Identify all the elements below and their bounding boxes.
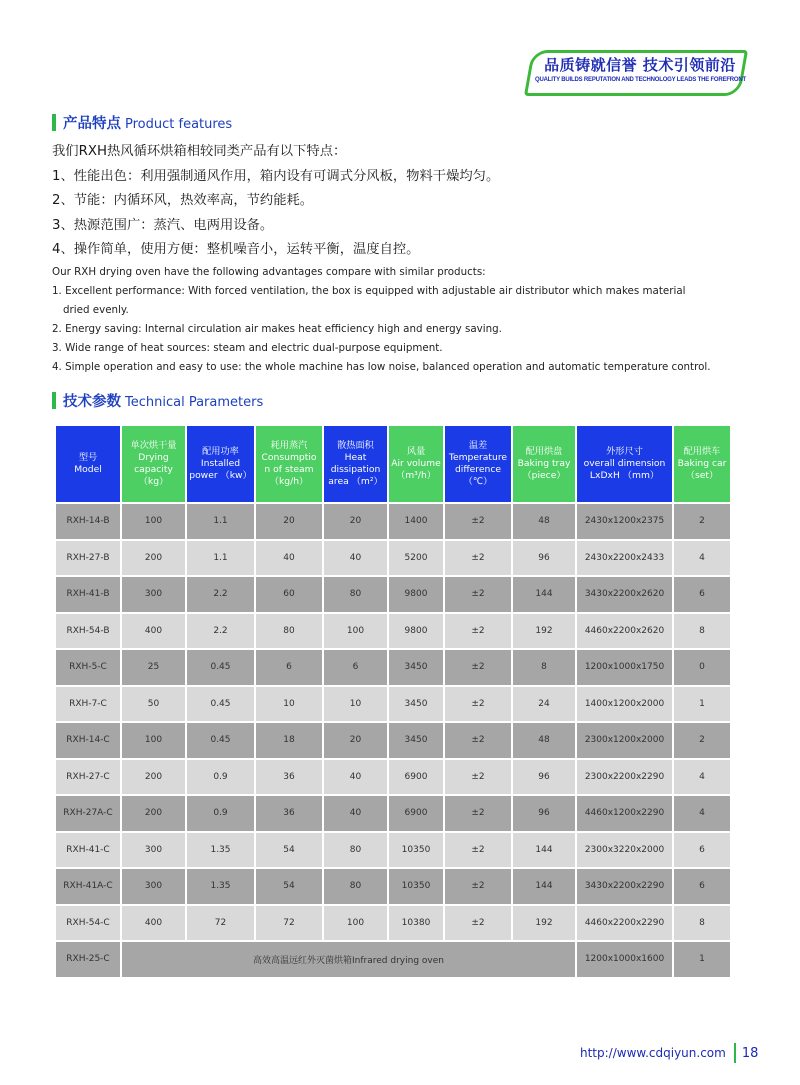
- table-cell: 80: [323, 868, 388, 905]
- table-cell: 2300x1200x2000: [576, 722, 673, 759]
- table-cell: 5200: [388, 540, 444, 577]
- table-cell: 20: [255, 503, 323, 540]
- table-cell: 4: [673, 759, 731, 796]
- column-header-en: capacity: [134, 464, 173, 475]
- table-cell: 3450: [388, 686, 444, 723]
- features-cn-item: 1、性能出色：利用强制通风作用，箱内设有可调式分风板，物料干燥均匀。: [52, 168, 500, 184]
- column-header: [55, 425, 121, 503]
- table-cell: 1400: [388, 503, 444, 540]
- column-header-cn: 配用烘盘: [525, 446, 563, 457]
- table-row: [55, 759, 731, 796]
- table-cell: 50: [121, 686, 186, 723]
- table-cell: 72: [255, 905, 323, 942]
- table-row: [55, 905, 731, 942]
- model-cell: RXH-27A-C: [55, 795, 121, 832]
- table-row: [55, 576, 731, 613]
- table-cell: 24: [512, 686, 576, 723]
- table-cell: 40: [255, 540, 323, 577]
- features-en-list: [52, 263, 752, 377]
- table-cell: 96: [512, 759, 576, 796]
- table-cell: 96: [512, 540, 576, 577]
- technical-title-en: Technical Parameters: [125, 394, 264, 410]
- table-cell: 100: [323, 905, 388, 942]
- table-cell: 300: [121, 576, 186, 613]
- table-cell: 2: [673, 503, 731, 540]
- description-cell: 高效高温远红外灭菌烘箱Infrared drying oven: [121, 941, 576, 978]
- slogan-banner: [535, 52, 745, 92]
- table-cell: 6: [673, 868, 731, 905]
- table-row: [55, 832, 731, 869]
- website-link[interactable]: http://www.cdqiyun.com: [580, 1046, 726, 1060]
- table-row: [55, 868, 731, 905]
- table-cell: ±2: [444, 649, 512, 686]
- table-cell: 2: [673, 722, 731, 759]
- table-cell: 200: [121, 759, 186, 796]
- table-cell: 4460x2200x2620: [576, 613, 673, 650]
- table-cell: 0.45: [186, 722, 255, 759]
- column-header-cn: 散热面积: [337, 440, 374, 451]
- column-header-en: Consumptio: [261, 452, 317, 463]
- table-cell: 1.1: [186, 503, 255, 540]
- table-cell: ±2: [444, 832, 512, 869]
- column-header-cn: 单次烘干量: [130, 440, 177, 451]
- table-cell: 3430x2200x2290: [576, 868, 673, 905]
- table-cell: 6: [673, 832, 731, 869]
- column-header-en: n of steam: [264, 464, 314, 475]
- column-header: [255, 425, 323, 503]
- page-footer: [580, 1043, 758, 1063]
- features-title-en: Product features: [125, 116, 233, 132]
- table-cell: ±2: [444, 759, 512, 796]
- column-header-en: （m³/h）: [396, 470, 436, 481]
- column-header-en: overall dimension: [583, 458, 666, 469]
- table-cell: ±2: [444, 613, 512, 650]
- table-cell: 10350: [388, 832, 444, 869]
- technical-heading: [52, 390, 263, 410]
- slogan-cn: 品质铸就信誉 技术引领前沿: [544, 56, 736, 74]
- heading-accent-bar: [52, 114, 56, 131]
- table-cell: ±2: [444, 686, 512, 723]
- column-header-cn: 耗用蒸汽: [270, 440, 308, 451]
- column-header-cn: 型号: [78, 452, 98, 463]
- table-cell: 0.45: [186, 649, 255, 686]
- model-cell: RXH-5-C: [55, 649, 121, 686]
- column-header-cn: 配用功率: [202, 446, 239, 457]
- column-header-en: Installed: [200, 458, 241, 469]
- table-cell: 40: [323, 759, 388, 796]
- table-cell: 200: [121, 540, 186, 577]
- table-cell: 80: [323, 832, 388, 869]
- column-header: [444, 425, 512, 503]
- column-header-en: Baking tray: [517, 458, 571, 469]
- table-cell: 2300x3220x2000: [576, 832, 673, 869]
- table-cell: 20: [323, 722, 388, 759]
- column-header-cn: 外形尺寸: [606, 446, 643, 457]
- table-cell: 10350: [388, 868, 444, 905]
- table-cell: 300: [121, 832, 186, 869]
- table-cell: 2430x1200x2375: [576, 503, 673, 540]
- column-header-en: dissipation: [330, 464, 381, 475]
- table-cell: 1200x1000x1600: [576, 941, 673, 978]
- table-cell: 60: [255, 576, 323, 613]
- table-cell: 80: [255, 613, 323, 650]
- model-cell: RXH-41-C: [55, 832, 121, 869]
- table-cell: 6: [323, 649, 388, 686]
- table-cell: ±2: [444, 795, 512, 832]
- table-cell: 2.2: [186, 613, 255, 650]
- table-cell: 9800: [388, 576, 444, 613]
- features-cn-item: 2、节能：内循环风，热效率高，节约能耗。: [52, 193, 314, 208]
- table-row: [55, 722, 731, 759]
- table-cell: 300: [121, 868, 186, 905]
- features-cn-list: [52, 140, 499, 263]
- table-cell: 2300x2200x2290: [576, 759, 673, 796]
- table-cell: 0.9: [186, 759, 255, 796]
- features-cn-item: 4、操作简单，使用方便：整机噪音小，运转平衡，温度自控。: [52, 242, 420, 257]
- table-cell: 3450: [388, 649, 444, 686]
- features-en-item: 3. Wide range of heat sources: steam and electric dual-purpose equipment.: [52, 342, 443, 354]
- column-header-en: area （m²）: [328, 476, 383, 487]
- table-row: [55, 613, 731, 650]
- page-number: 18: [741, 1045, 759, 1061]
- table-cell: 0.9: [186, 795, 255, 832]
- table-cell: 100: [121, 722, 186, 759]
- table-cell: 1400x1200x2000: [576, 686, 673, 723]
- footer-divider: [734, 1043, 736, 1063]
- table-cell: 100: [323, 613, 388, 650]
- table-row: [55, 686, 731, 723]
- table-cell: 400: [121, 613, 186, 650]
- table-cell: ±2: [444, 868, 512, 905]
- table-cell: 4: [673, 795, 731, 832]
- column-header-en: difference: [454, 464, 502, 475]
- column-header: [186, 425, 255, 503]
- model-cell: RXH-14-B: [55, 503, 121, 540]
- table-row: [55, 540, 731, 577]
- table-cell: 10380: [388, 905, 444, 942]
- table-cell: 20: [323, 503, 388, 540]
- column-header: [512, 425, 576, 503]
- column-header: [576, 425, 673, 503]
- model-cell: RXH-14-C: [55, 722, 121, 759]
- table-cell: 48: [512, 722, 576, 759]
- table-row: [55, 503, 731, 540]
- column-header-en: （piece）: [522, 470, 566, 481]
- table-cell: 144: [512, 868, 576, 905]
- table-cell: 1: [673, 941, 731, 978]
- table-cell: 144: [512, 576, 576, 613]
- column-header-en: （℃）: [463, 476, 493, 487]
- features-cn-item: 3、热源范围广：蒸汽、电两用设备。: [52, 217, 274, 233]
- technical-parameters-table: [54, 424, 732, 979]
- table-cell: 9800: [388, 613, 444, 650]
- table-cell: 2.2: [186, 576, 255, 613]
- model-cell: RXH-7-C: [55, 686, 121, 723]
- table-cell: 10: [255, 686, 323, 723]
- column-header: [121, 425, 186, 503]
- column-header-cn: 温差: [468, 440, 488, 451]
- table-header-row: [55, 425, 731, 503]
- table-cell: 54: [255, 868, 323, 905]
- table-cell: 40: [323, 540, 388, 577]
- table-cell: 144: [512, 832, 576, 869]
- features-heading: [52, 112, 232, 132]
- table-cell: 72: [186, 905, 255, 942]
- table-cell: 96: [512, 795, 576, 832]
- table-cell: 3430x2200x2620: [576, 576, 673, 613]
- table-row-infrared-oven: [55, 941, 731, 978]
- table-cell: 6900: [388, 795, 444, 832]
- table-cell: 4: [673, 540, 731, 577]
- column-header-en: LxDxH （mm）: [589, 470, 660, 481]
- features-en-item: 1. Excellent performance: With forced ventilation, the box is equipped with adjustable air distributor which makes material: [52, 285, 686, 297]
- column-header-en: Baking car: [677, 458, 727, 469]
- table-cell: 6: [673, 576, 731, 613]
- model-cell: RXH-27-B: [55, 540, 121, 577]
- column-header-en: （kg/h）: [269, 476, 309, 487]
- table-cell: 4460x1200x2290: [576, 795, 673, 832]
- table-cell: ±2: [444, 905, 512, 942]
- table-cell: ±2: [444, 722, 512, 759]
- table-cell: 80: [323, 576, 388, 613]
- table-cell: 1: [673, 686, 731, 723]
- table-cell: 40: [323, 795, 388, 832]
- table-cell: 100: [121, 503, 186, 540]
- model-cell: RXH-54-B: [55, 613, 121, 650]
- model-cell: RXH-41-B: [55, 576, 121, 613]
- table-cell: 1200x1000x1750: [576, 649, 673, 686]
- column-header: [323, 425, 388, 503]
- table-cell: 192: [512, 613, 576, 650]
- table-cell: 6: [255, 649, 323, 686]
- table-cell: ±2: [444, 540, 512, 577]
- column-header-en: Temperature: [448, 452, 508, 463]
- table-cell: 8: [673, 905, 731, 942]
- column-header-en: Air volume: [391, 458, 441, 469]
- table-cell: 36: [255, 759, 323, 796]
- features-title-cn: 产品特点: [63, 115, 121, 132]
- table-cell: 1.35: [186, 868, 255, 905]
- table-cell: 48: [512, 503, 576, 540]
- features-en-item: 4. Simple operation and easy to use: the whole machine has low noise, balanced operation and automatic temperature control.: [52, 361, 711, 373]
- column-header-en: Heat: [344, 452, 367, 463]
- model-cell: RXH-27-C: [55, 759, 121, 796]
- column-header-en: power （kw）: [189, 470, 252, 481]
- table-cell: 2430x2200x2433: [576, 540, 673, 577]
- column-header-cn: 风量: [406, 446, 426, 457]
- table-cell: ±2: [444, 576, 512, 613]
- table-cell: 8: [673, 613, 731, 650]
- table-row: [55, 649, 731, 686]
- features-en-item-continued: dried evenly.: [63, 304, 129, 316]
- column-header-en: Model: [74, 464, 102, 475]
- table-row: [55, 795, 731, 832]
- table-cell: 192: [512, 905, 576, 942]
- table-cell: 4460x2200x2290: [576, 905, 673, 942]
- column-header: [388, 425, 444, 503]
- table-cell: 54: [255, 832, 323, 869]
- table-body: [55, 503, 731, 978]
- model-cell: RXH-41A-C: [55, 868, 121, 905]
- model-cell: RXH-54-C: [55, 905, 121, 942]
- heading-accent-bar: [52, 392, 56, 409]
- table-cell: 0: [673, 649, 731, 686]
- table-cell: 1.35: [186, 832, 255, 869]
- features-en-item: 2. Energy saving: Internal circulation air makes heat efficiency high and energy saving.: [52, 323, 502, 335]
- column-header-cn: 配用烘车: [683, 446, 721, 457]
- column-header-en: （kg）: [138, 476, 169, 487]
- model-cell: RXH-25-C: [55, 941, 121, 978]
- slogan-en: QUALITY BUILDS REPUTATION AND TECHNOLOGY LEADS THE FOREFRONT: [535, 77, 747, 83]
- table-cell: 18: [255, 722, 323, 759]
- features-en-intro: Our RXH drying oven have the following advantages compare with similar products:: [52, 266, 486, 278]
- features-cn-intro: 我们RXH热风循环烘箱相较同类产品有以下特点：: [52, 144, 347, 159]
- column-header: [673, 425, 731, 503]
- table-cell: ±2: [444, 503, 512, 540]
- table-cell: 10: [323, 686, 388, 723]
- table-cell: 200: [121, 795, 186, 832]
- table-cell: 8: [512, 649, 576, 686]
- column-header-en: （set）: [685, 470, 719, 481]
- technical-title-cn: 技术参数: [63, 393, 121, 410]
- table-cell: 0.45: [186, 686, 255, 723]
- table-cell: 400: [121, 905, 186, 942]
- column-header-en: Drying: [138, 452, 169, 463]
- table-cell: 25: [121, 649, 186, 686]
- table-cell: 6900: [388, 759, 444, 796]
- table-cell: 3450: [388, 722, 444, 759]
- table-cell: 1.1: [186, 540, 255, 577]
- table-cell: 36: [255, 795, 323, 832]
